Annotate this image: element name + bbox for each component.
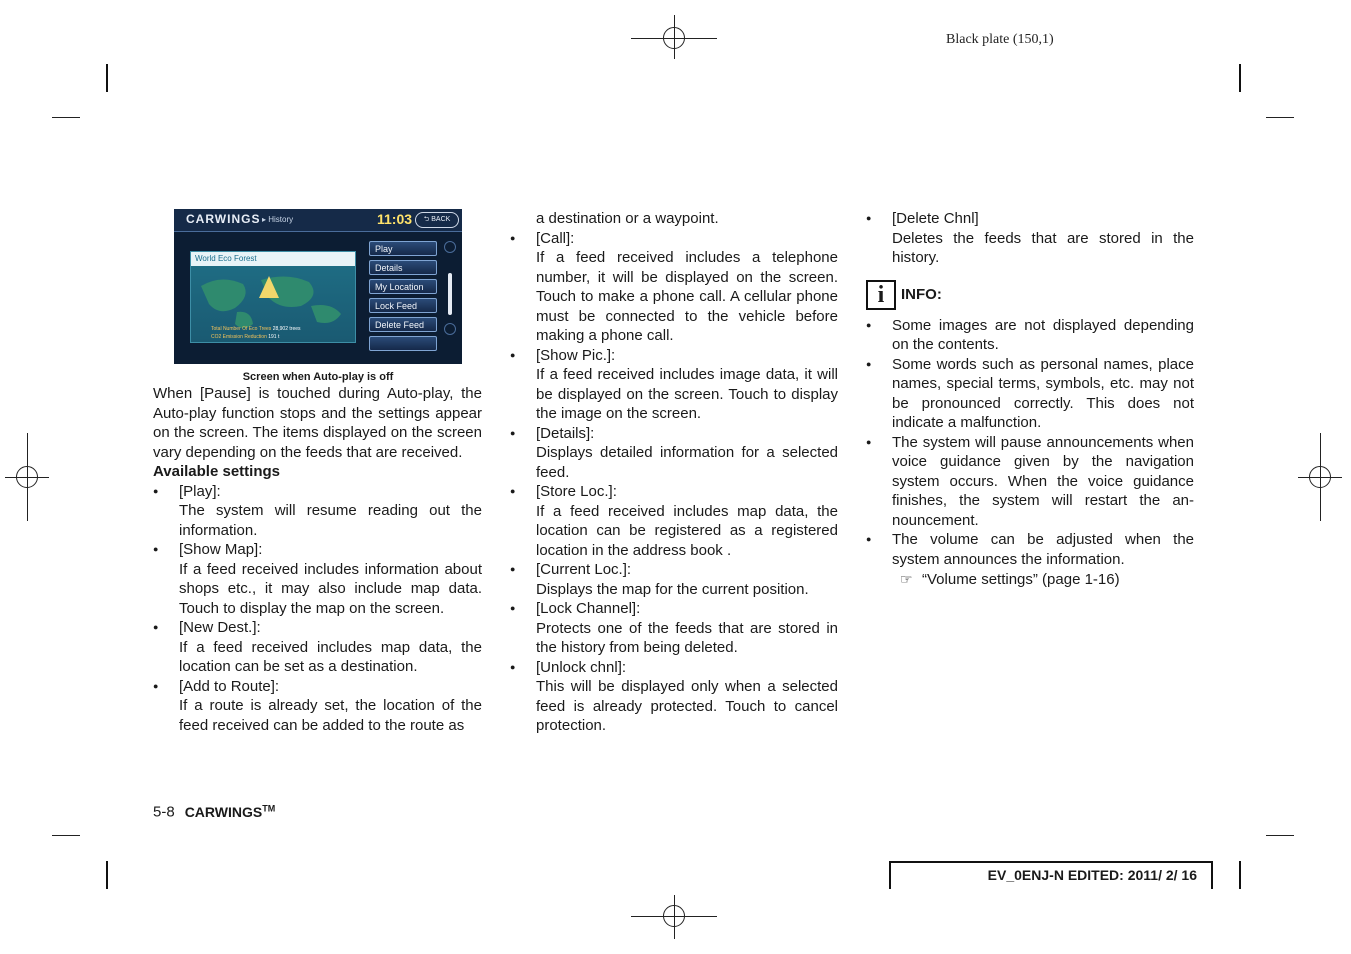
eco-tree-icon <box>259 276 279 298</box>
column-1 <box>153 384 482 735</box>
info-item: ● The volume can be adjusted when the system announces the information. <box>866 530 1194 569</box>
crop-mark <box>1239 861 1241 889</box>
list-item-body: If a route is already set, the location of the feed received can be added to the route as <box>179 697 482 734</box>
intro-paragraph: When [Pause] is touched during Auto-play, the Auto-play function stops and the settings appear on the screen. The items displayed on the screen vary depending on the feeds that are received. <box>153 385 482 461</box>
screen-header <box>174 209 462 232</box>
list-item-body: Deletes the feeds that are stored in the history. <box>892 229 1194 266</box>
list-item-body: If a feed received includes a telephone number, it will be displayed on the screen. Touch to make a phone call. A cellular phone must be connected to the vehicle before making a phone call. <box>536 249 838 344</box>
scroll-thumb[interactable] <box>448 273 452 315</box>
crop-mark <box>1266 835 1294 836</box>
list-item-body: The system will resume reading out the information. <box>179 502 482 539</box>
menu-lock-feed-button[interactable]: Lock Feed <box>369 298 437 313</box>
plate-label: Black plate (150,1) <box>946 32 1054 47</box>
crop-mark <box>52 835 80 836</box>
continued-text: a destination or a waypoint. <box>536 210 719 227</box>
clock: 11:03 <box>377 211 413 227</box>
info-item: ● Some words such as personal names, place names, special terms, symbols, etc. may not be pronounced correctly. This does not indicate a malfunction. <box>866 355 1194 433</box>
list-item-body: Displays detailed information for a selected feed. <box>536 444 838 481</box>
list-item-body: If a feed received includes map data, the location can be registered as a registered location in the address book . <box>536 502 838 559</box>
screen-breadcrumb: ▸ History <box>262 215 294 224</box>
list-item: ● [Call]: <box>510 229 838 249</box>
section-name: CARWINGS™ <box>184 803 276 820</box>
menu-play-button[interactable]: Play <box>369 241 437 256</box>
page-reference: ☞ “Volume settings” (page 1-16) <box>900 571 1120 588</box>
scroll-up-icon[interactable] <box>444 241 456 253</box>
screen-scrollbar[interactable] <box>444 237 456 357</box>
crop-mark <box>106 861 108 889</box>
list-item-body: Displays the map for the current position. <box>536 580 809 598</box>
figure-caption: Screen when Auto-play is off <box>242 371 394 383</box>
list-item: ● [Details]: <box>510 424 838 444</box>
list-item-body: Protects one of the feeds that are stored in the history from being deleted. <box>536 619 838 656</box>
page-number: 5-8 <box>153 803 175 821</box>
list-item-body: If a feed received includes map data, the location can be set as a destination. <box>179 638 482 675</box>
menu-empty-slot <box>369 336 437 351</box>
list-item: ● [New Dest.]: <box>153 618 482 638</box>
column-2 <box>510 209 838 736</box>
menu-my-location-button[interactable]: My Location <box>369 279 437 294</box>
page-footer <box>153 803 275 821</box>
list-item: ● [Play]: <box>153 482 482 502</box>
list-item: ● [Show Map]: <box>153 540 482 560</box>
crop-mark <box>1266 117 1294 118</box>
back-arrow-icon: ⮌ <box>423 216 432 223</box>
back-button[interactable]: ⮌ BACK <box>415 212 459 228</box>
crop-mark <box>1239 64 1241 92</box>
stat-trees: Total Number Of Eco Trees 28,902 trees <box>211 326 301 332</box>
list-item: ● [Store Loc.]: <box>510 482 838 502</box>
list-item: ● [Show Pic.]: <box>510 346 838 366</box>
list-item-body: If a feed received includes information about shops etc., it may also include map data. Touch to display the map on the screen. <box>179 560 482 617</box>
carwings-logo: CARWINGS <box>186 212 261 226</box>
edit-stamp: EV_0ENJ-N EDITED: 2011/ 2/ 16 <box>889 861 1213 889</box>
list-item: ● [Unlock chnl]: <box>510 658 838 678</box>
info-item: ● Some images are not displayed depending on the contents. <box>866 316 1194 355</box>
list-item-body: This will be displayed only when a selected feed is already protected. Touch to cancel protection. <box>536 678 838 734</box>
menu-details-button[interactable]: Details <box>369 260 437 275</box>
crop-mark <box>52 117 80 118</box>
list-item: ● [Add to Route]: <box>153 677 482 697</box>
pointing-hand-icon: ☞ <box>900 571 913 587</box>
list-item: ● [Delete Chnl] <box>866 209 1194 229</box>
info-icon: i <box>866 280 896 310</box>
info-heading: i INFO: <box>866 280 1194 310</box>
eco-forest-map <box>190 251 356 343</box>
info-item: ● The system will pause announcements when voice guidance given by the navigation system occurs. When the voice guidance finishes, the system will restart the an- nouncement. <box>866 433 1194 531</box>
list-item-body: If a feed received includes image data, it will be displayed on the screen. Touch to display the image on the screen. <box>536 366 838 422</box>
section-heading: Available settings <box>153 463 280 480</box>
crop-mark <box>106 64 108 92</box>
map-title: World Eco Forest <box>191 252 355 266</box>
menu-delete-feed-button[interactable]: Delete Feed <box>369 317 437 332</box>
carwings-history-screen <box>174 209 462 364</box>
column-3 <box>866 209 1194 590</box>
list-item: ● [Current Loc.]: <box>510 560 838 580</box>
list-item: ● [Lock Channel]: <box>510 599 838 619</box>
scroll-down-icon[interactable] <box>444 323 456 335</box>
stat-co2: CO2 Emission Reduction 191 t <box>211 334 280 340</box>
